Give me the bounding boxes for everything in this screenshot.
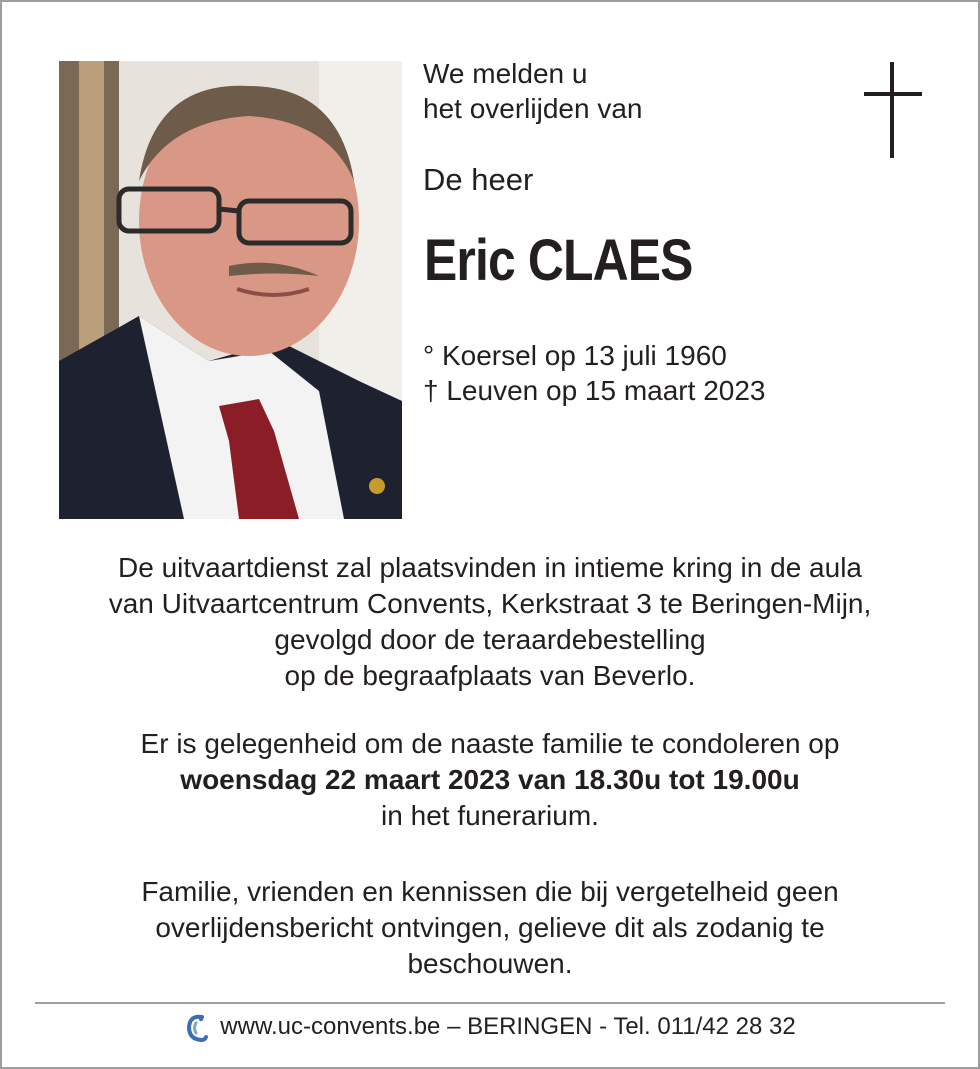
latin-cross-icon	[864, 62, 922, 158]
condolence-date-time: woensdag 22 maart 2023 van 18.30u tot 19.00u	[180, 764, 800, 795]
death-line: † Leuven op 15 maart 2023	[423, 375, 766, 406]
intro-text	[423, 56, 642, 126]
life-dates	[423, 338, 765, 408]
notice-line: beschouwen.	[407, 948, 573, 979]
notice-paragraph	[30, 874, 950, 982]
birth-line: ° Koersel op 13 juli 1960	[423, 340, 727, 371]
funeral-line: gevolgd door de teraardebestelling	[274, 624, 706, 655]
portrait-photo	[59, 61, 402, 519]
salutation: De heer	[423, 162, 534, 197]
notice-line: overlijdensbericht ontvingen, gelieve dit als zodanig te	[155, 912, 825, 943]
condolence-paragraph	[30, 726, 950, 834]
condolence-line: Er is gelegenheid om de naaste familie te condoleren op	[140, 728, 840, 759]
funeral-line: De uitvaartdienst zal plaatsvinden in intieme kring in de aula	[118, 552, 862, 583]
funeral-line: op de begraafplaats van Beverlo.	[284, 660, 696, 691]
funeral-line: van Uitvaartcentrum Convents, Kerkstraat 3 te Beringen-Mijn,	[108, 588, 872, 619]
footer-contact-text: www.uc-convents.be – BERINGEN - Tel. 011/42 28 32	[220, 1013, 796, 1040]
footer-divider	[35, 1002, 945, 1004]
intro-line: We melden u	[423, 58, 588, 89]
intro-line: het overlijden van	[423, 93, 643, 124]
footer	[0, 1010, 980, 1045]
deceased-name: Eric CLAES	[424, 228, 693, 293]
cross-horizontal-bar	[864, 92, 922, 96]
condolence-line: in het funerarium.	[381, 800, 599, 831]
notice-line: Familie, vrienden en kennissen die bij vergetelheid geen	[141, 876, 839, 907]
funeral-paragraph	[30, 550, 950, 694]
convents-logo-icon	[184, 1011, 208, 1045]
cross-vertical-bar	[890, 62, 894, 158]
